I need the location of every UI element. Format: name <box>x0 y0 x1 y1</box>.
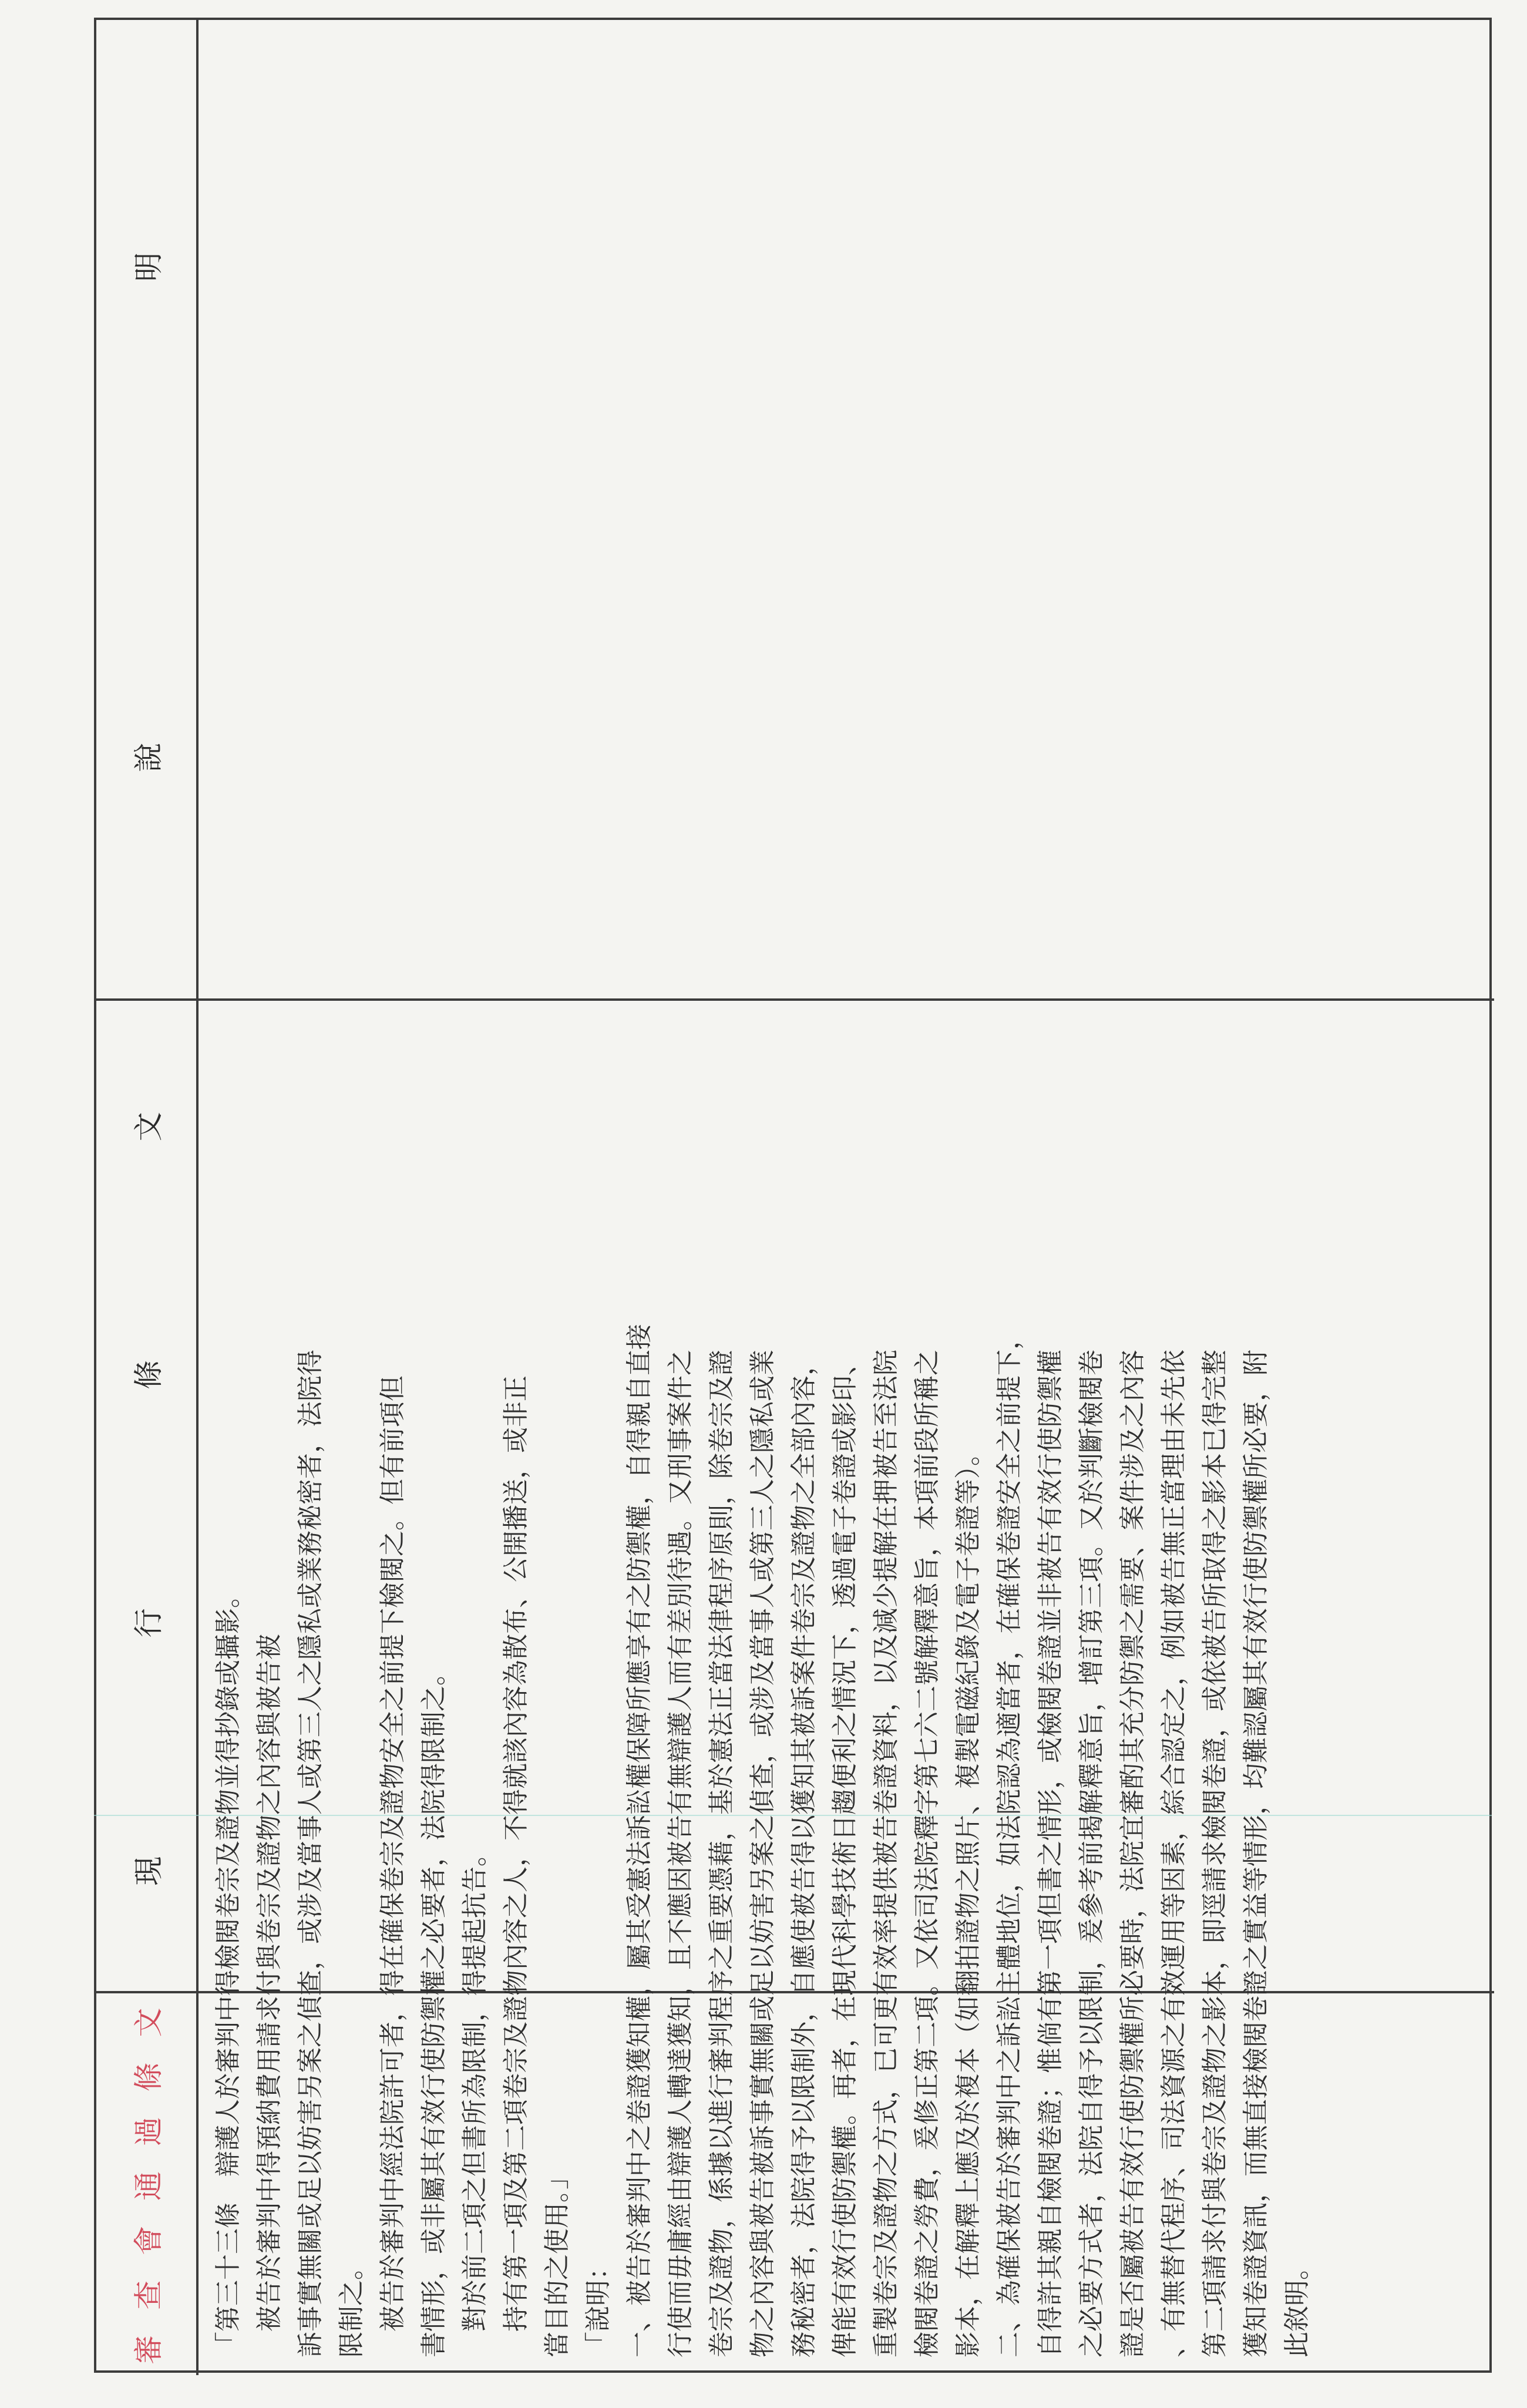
text-line: 物之內容與被告被訴事實無關或足以妨害另案之偵查，或涉及當事人或第三人之隱私或業 <box>748 1350 778 2357</box>
text-line: 一、被告於審判中之卷證獲知權，屬其受憲法訴訟權保障所應享有之防禦權，自得親自直接 <box>624 1324 654 2357</box>
text-line: 俾能有效行使防禦權。再者，在現代科學技術日趨便利之情況下，透過電子卷證或影印、 <box>830 1350 860 2357</box>
header-passed-char: 查 <box>132 2276 166 2310</box>
text-line: 被告於審判中得預納費用請求付與卷宗及證物之內容與被告被 <box>254 1634 284 2357</box>
header-passed-char: 會 <box>132 2222 166 2255</box>
text-line: 重製卷宗及證物之方式，已可更有效率提供被告卷證資料，以及減少提解在押被告至法院 <box>871 1350 901 2357</box>
explanation-body <box>208 38 1482 2357</box>
header-current-text <box>96 1001 196 1993</box>
amendment-table <box>94 18 1492 2373</box>
text-line: 獲知卷證資訊，而無直接檢閱卷證之實益等情形，均難認屬其有效行使防禦權所必要，附 <box>1241 1350 1271 2357</box>
text-line: 對於前二項之但書所為限制，得提起抗告。 <box>460 1841 490 2357</box>
header-current-char: 文 <box>132 1108 166 1142</box>
text-line: 「第三十三條 辯護人於審判中得檢閱卷宗及證物並得抄錄或攝影。 <box>213 1582 243 2357</box>
header-passed-char: 通 <box>132 2168 166 2201</box>
text-line: 限制之。 <box>337 2254 366 2357</box>
text-line: 檢閱卷證之勞費，爰修正第二項。又依司法院釋字第七六二號解釋意旨，本項前段所稱之 <box>912 1350 942 2357</box>
header-passed-char: 條 <box>132 2059 166 2092</box>
text-line: 自得許其親自檢閱卷證；惟倘有第一項但書之情形，或檢閱卷證並非被告有效行使防禦權 <box>1035 1350 1065 2357</box>
header-explain-char: 明 <box>132 248 166 282</box>
text-line: 卷宗及證物，係據以進行審判程序之重要憑藉，基於憲法正當法律程序原則，除卷宗及證 <box>707 1350 736 2357</box>
header-current-char: 行 <box>132 1605 166 1638</box>
header-explanation <box>96 20 196 1001</box>
header-passed-char: 文 <box>132 2004 166 2037</box>
text-line: 證是否屬被告有效行使防禦權所必要時，法院宜審酌其充分防禦之需要、案件涉及之內容 <box>1118 1350 1148 2357</box>
rotated-page <box>96 20 1494 2375</box>
header-current-char: 現 <box>132 1852 166 1886</box>
text-line: 書情形，或非屬其有效行使防禦權之必要者，法院得限制之。 <box>419 1660 449 2357</box>
text-line: 此敘明。 <box>1282 2254 1312 2357</box>
text-line: 「說明： <box>583 2254 613 2357</box>
text-line: 務秘密者，法院得予以限制外，自應使被告得以獲知其被訴案件卷宗及證物之全部內容， <box>789 1350 819 2357</box>
text-line: 持有第一項及第二項卷宗及證物內容之人，不得就該內容為散布、公開播送，或非正 <box>501 1375 531 2357</box>
text-line: 影本，在解釋上應及於複本（如翻拍證物之照片、複製電磁紀錄及電子卷證等）。 <box>953 1440 983 2357</box>
header-current-char: 條 <box>132 1356 166 1390</box>
text-line: 訴事實無關或足以妨害另案之偵查，或涉及當事人或第三人之隱私或業務秘密者，法院得 <box>295 1350 325 2357</box>
text-line: 第二項請求付與卷宗及證物之影本，即逕請求檢閱卷證，或依被告所取得之影本已得完整 <box>1200 1350 1230 2357</box>
text-line: 之必要方式者，法院自得予以限制，爰參考前揭解釋意旨，增訂第三項。又於判斷檢閱卷 <box>1077 1350 1106 2357</box>
header-passed-char: 審 <box>132 2331 166 2365</box>
header-divider <box>196 20 199 2375</box>
header-passed-char: 過 <box>132 2113 166 2147</box>
header-explain-char: 說 <box>132 739 166 772</box>
text-line: 當目的之使用。」 <box>542 2164 572 2357</box>
text-line: 被告於審判中經法院許可者，得在確保卷宗及證物安全之前提下檢閱之。但有前項但 <box>378 1375 408 2357</box>
header-passed-text <box>96 1993 196 2375</box>
text-line: 二、為確保被告於審判中之訴訟主體地位，如法院認為適當者，在確保卷證安全之前提下， <box>994 1324 1024 2357</box>
text-line: 行使而毋庸經由辯護人轉達獲知，且不應因被告有無辯護人而有差別待遇。又刑事案件之 <box>665 1350 695 2357</box>
scan-guide-line <box>94 1815 1492 1816</box>
text-line: 、有無替代程序、司法資源之有效運用等因素，綜合認定之，例如被告無正當理由未先依 <box>1159 1350 1189 2357</box>
